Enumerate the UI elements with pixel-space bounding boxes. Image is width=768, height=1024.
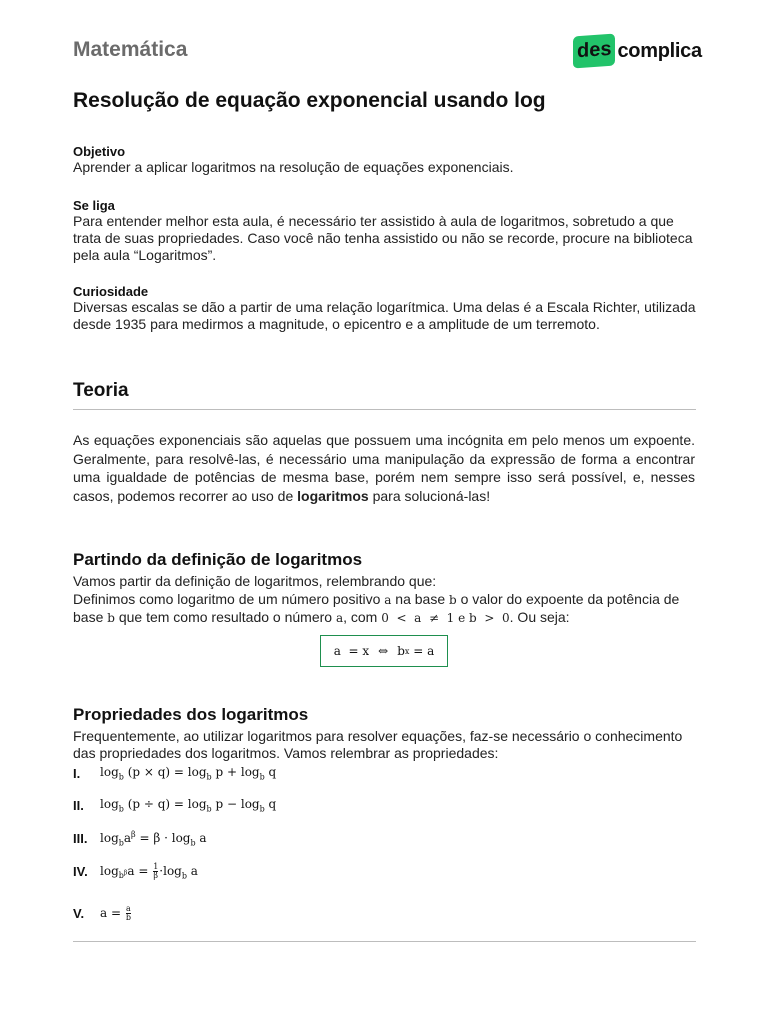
property-1: I. $\log_b (p \times q) = \log_b p + \log_b q$ [73,765,277,782]
descomplica-logo [573,33,702,69]
teoria-divider [73,409,696,410]
teoria-heading: Teoria [73,380,129,401]
curiosidade-label: Curiosidade [73,284,149,299]
se-liga-line-2: trata de suas propriedades. Caso você não tenha assistido ou não se recorde, procure na biblioteca [73,230,693,246]
teoria-intro [73,431,695,505]
property-3: III. $\log_ba^\beta = \beta \cdot \log_b a$ [73,830,207,848]
definition-condition: 0 < a ≠ 1 e b > 0 [381,611,510,625]
bottom-divider [73,941,696,942]
subject-title: Matemática [73,38,188,61]
definicao-line-1: Vamos partir da definição de logaritmos, relembrando que: [73,573,437,589]
propriedades-line-2: das propriedades dos logaritmos. Vamos relembrar as propriedades: [73,745,499,761]
definition-formula-box: a = x ⇔ b x = a [320,635,448,667]
var-a: a [384,593,392,607]
teoria-intro-bold: logaritmos [297,487,369,504]
page-title: Resolução de equação exponencial usando log [73,89,546,112]
iff-symbol: ⇔ [378,644,389,658]
se-liga-line-3: pela aula “Logaritmos”. [73,247,217,263]
property-5: V. a = $\frac{a}{b}$ [73,904,131,922]
objective-label: Objetivo [73,144,126,159]
curiosidade-line-2: desde 1935 para medirmos a magnitude, o epicentro e a amplitude de um terremoto. [73,316,600,332]
se-liga-line-1: Para entender melhor esta aula, é necessário ter assistido à aula de logaritmos, sobretudo a que [73,213,674,229]
propriedades-line-1: Frequentemente, ao utilizar logaritmos para resolver equações, faz-se necessário o conhecimento [73,728,683,744]
definicao-line-3: base b que tem como resultado o número a, com 0 < a ≠ 1 e b > 0. Ou seja: [73,609,570,625]
definicao-line-2: Definimos como logaritmo de um número positivo a na base b o valor do expoente da potência de [73,591,680,607]
var-b: b [449,593,457,607]
objective-text: Aprender a aplicar logaritmos na resolução de equações exponenciais. [73,159,514,175]
property-2: II. $\log_b (p \div q) = \log_b p - \log_b q$ [73,797,277,814]
definicao-heading: Partindo da definição de logaritmos [73,550,363,569]
teoria-intro-end: para solucioná-las! [368,487,491,504]
se-liga-label: Se liga [73,198,115,213]
teoria-intro-text: As equações exponenciais são aquelas que possuem uma incógnita em pelo menos um expoente. Geralmente, para resolvê-las, é necessário uma manipulação da expressão de forma a encontrar uma igualdade de potências de mesma base, porém nem sempre isso será possível, e, nesses casos, podemos recorrer ao uso de [73,432,695,504]
logo-badge: des [573,34,615,69]
propriedades-heading: Propriedades dos logaritmos [73,705,309,724]
curiosidade-line-1: Diversas escalas se dão a partir de uma relação logarítmica. Uma delas é a Escala Richter, utilizada [73,299,696,315]
property-4: IV. $\log_{b^\beta}a$ = $\frac{1}{\beta}$ $\cdot\log_b$ a [73,862,198,881]
logo-text: complica [617,39,702,62]
